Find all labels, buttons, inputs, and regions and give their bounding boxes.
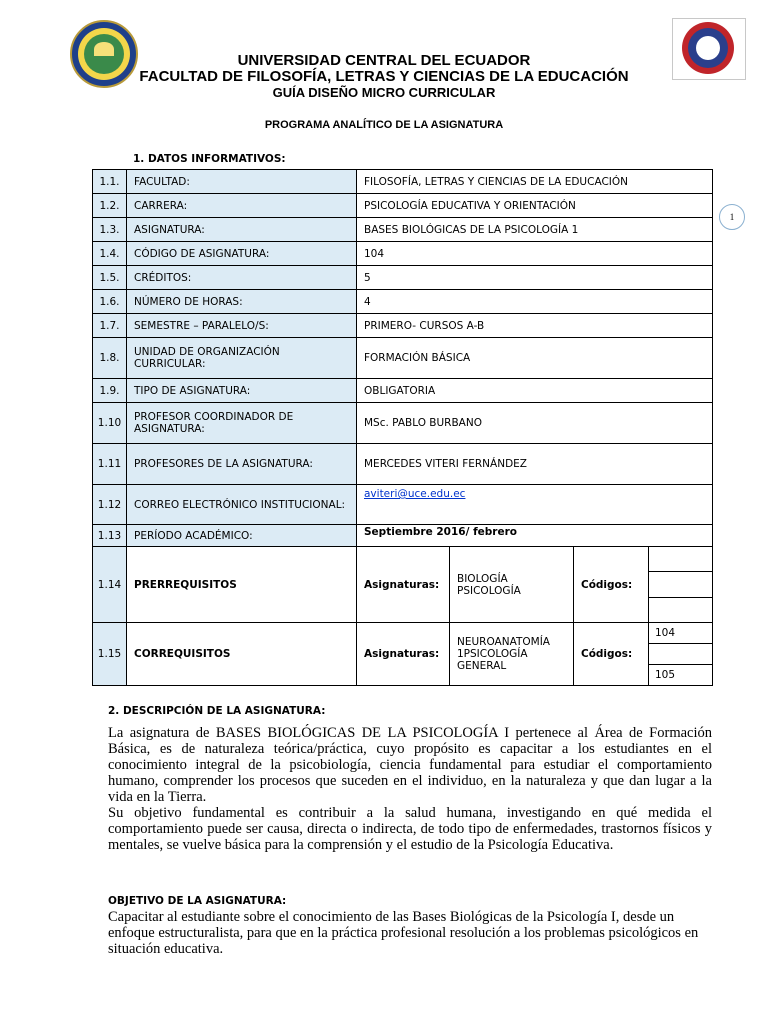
code-value: [649, 644, 712, 665]
row-label: PROFESORES DE LA ASIGNATURA:: [127, 444, 357, 485]
corequisites-row: [93, 623, 713, 686]
code-value: 104: [649, 623, 712, 644]
row-value: 4: [357, 290, 713, 314]
row-label: UNIDAD DE ORGANIZACIÓN CURRICULAR:: [127, 338, 357, 379]
row-number: 1.5.: [93, 266, 127, 290]
row-label: PROFESOR COORDINADOR DE ASIGNATURA:: [127, 403, 357, 444]
row-number: 1.2.: [93, 194, 127, 218]
row-value: MERCEDES VITERI FERNÁNDEZ: [357, 444, 713, 485]
row-number: 1.13: [93, 525, 127, 547]
subjects-value: NEUROANATOMÍA 1PSICOLOGÍA GENERAL: [450, 623, 574, 686]
objective-title: OBJETIVO DE LA ASIGNATURA:: [108, 895, 287, 907]
row-label: FACULTAD:: [127, 170, 357, 194]
row-label: TIPO DE ASIGNATURA:: [127, 379, 357, 403]
objective-text: Capacitar al estudiante sobre el conocimiento de las Bases Biológicas de la Psicología I, desde un enfoque estructuralista, para que en la práctica profesional resolución a los problemas psicológicos en situación educativa.: [108, 909, 699, 957]
row-number: 1.6.: [93, 290, 127, 314]
program-title: PROGRAMA ANALÍTICO DE LA ASIGNATURA: [264, 119, 504, 131]
table-row: [93, 266, 713, 290]
email-link[interactable]: aviteri@uce.edu.ec: [364, 488, 466, 500]
table-row: [93, 290, 713, 314]
row-label: PERÍODO ACADÉMICO:: [127, 525, 357, 547]
row-number: 1.3.: [93, 218, 127, 242]
row-label: CRÉDITOS:: [127, 266, 357, 290]
row-value: [357, 485, 713, 525]
row-label: CÓDIGO DE ASIGNATURA:: [127, 242, 357, 266]
row-value: MSc. PABLO BURBANO: [357, 403, 713, 444]
subjects-label: Asignaturas:: [357, 623, 450, 686]
university-title: UNIVERSIDAD CENTRAL DEL ECUADOR: [237, 52, 531, 69]
row-number: 1.10: [93, 403, 127, 444]
codes-cell: [649, 547, 713, 623]
row-label: PRERREQUISITOS: [127, 547, 357, 623]
guide-title: GUÍA DISEÑO MICRO CURRICULAR: [272, 85, 496, 100]
page-number-badge: 1: [719, 204, 745, 230]
code-value: [649, 547, 712, 572]
codes-label: Códigos:: [574, 623, 649, 686]
row-number: 1.14: [93, 547, 127, 623]
faculty-title: FACULTAD DE FILOSOFÍA, LETRAS Y CIENCIAS DE LA EDUCACIÓN: [139, 68, 629, 85]
section-1-title: 1. DATOS INFORMATIVOS:: [133, 153, 286, 165]
row-label: ASIGNATURA:: [127, 218, 357, 242]
row-label: CORREO ELECTRÓNICO INSTITUCIONAL:: [127, 485, 357, 525]
row-number: 1.7.: [93, 314, 127, 338]
row-value: PSICOLOGÍA EDUCATIVA Y ORIENTACIÓN: [357, 194, 713, 218]
row-number: 1.12: [93, 485, 127, 525]
info-table: [92, 169, 713, 686]
row-value: FILOSOFÍA, LETRAS Y CIENCIAS DE LA EDUCACIÓN: [357, 170, 713, 194]
table-row: [93, 242, 713, 266]
row-value: 104: [357, 242, 713, 266]
table-row: [93, 525, 713, 547]
table-row: [93, 314, 713, 338]
table-row: [93, 194, 713, 218]
subjects-value: BIOLOGÍA PSICOLOGÍA: [450, 547, 574, 623]
table-row: [93, 485, 713, 525]
description-paragraph-1: La asignatura de BASES BIOLÓGICAS DE LA PSICOLOGÍA I pertenece al Área de Formación Básica, es de naturaleza teórica/práctica, cuyo propósito es capacitar a los estudiantes en el conocimiento integral de la psicobiología, ciencia fundamental para estudiar el comportamiento humano, comprender los procesos que suceden en el individuo, en la naturaleza y que dan lugar a la vida en la Tierra.: [108, 725, 712, 805]
code-value: [649, 572, 712, 597]
row-value: BASES BIOLÓGICAS DE LA PSICOLOGÍA 1: [357, 218, 713, 242]
row-value: PRIMERO- CURSOS A-B: [357, 314, 713, 338]
code-value: 105: [655, 669, 676, 681]
row-value: Septiembre 2016/ febrero: [357, 525, 713, 547]
row-label: SEMESTRE – PARALELO/S:: [127, 314, 357, 338]
description-paragraph-2: Su objetivo fundamental es contribuir a la salud humana, investigando en qué medida el comportamiento puede ser causa, directa o indirecta, de todo tipo de enfermedades, trastornos físicos y mentales, se vuelve básica para la comprensión y el estudio de la Psicología Educativa.: [108, 805, 712, 853]
description-text: [108, 725, 712, 853]
code-value: [649, 598, 712, 622]
row-label: NÚMERO DE HORAS:: [127, 290, 357, 314]
row-value: OBLIGATORIA: [357, 379, 713, 403]
prerequisites-row: [93, 547, 713, 623]
table-row: [93, 379, 713, 403]
subjects-label: Asignaturas:: [357, 547, 450, 623]
row-number: 1.9.: [93, 379, 127, 403]
table-row: [93, 218, 713, 242]
row-number: 1.15: [93, 623, 127, 686]
row-number: 1.1.: [93, 170, 127, 194]
table-row: [93, 338, 713, 379]
row-number: 1.11: [93, 444, 127, 485]
table-row: [93, 444, 713, 485]
row-number: 1.4.: [93, 242, 127, 266]
section-2-title: 2. DESCRIPCIÓN DE LA ASIGNATURA:: [108, 705, 326, 717]
row-label: CARRERA:: [127, 194, 357, 218]
table-row: [93, 170, 713, 194]
codes-label: Códigos:: [574, 547, 649, 623]
row-number: 1.8.: [93, 338, 127, 379]
row-label: CORREQUISITOS: [127, 623, 357, 686]
table-row: [93, 403, 713, 444]
row-value: FORMACIÓN BÁSICA: [357, 338, 713, 379]
codes-cell: [649, 623, 713, 686]
row-value: 5: [357, 266, 713, 290]
